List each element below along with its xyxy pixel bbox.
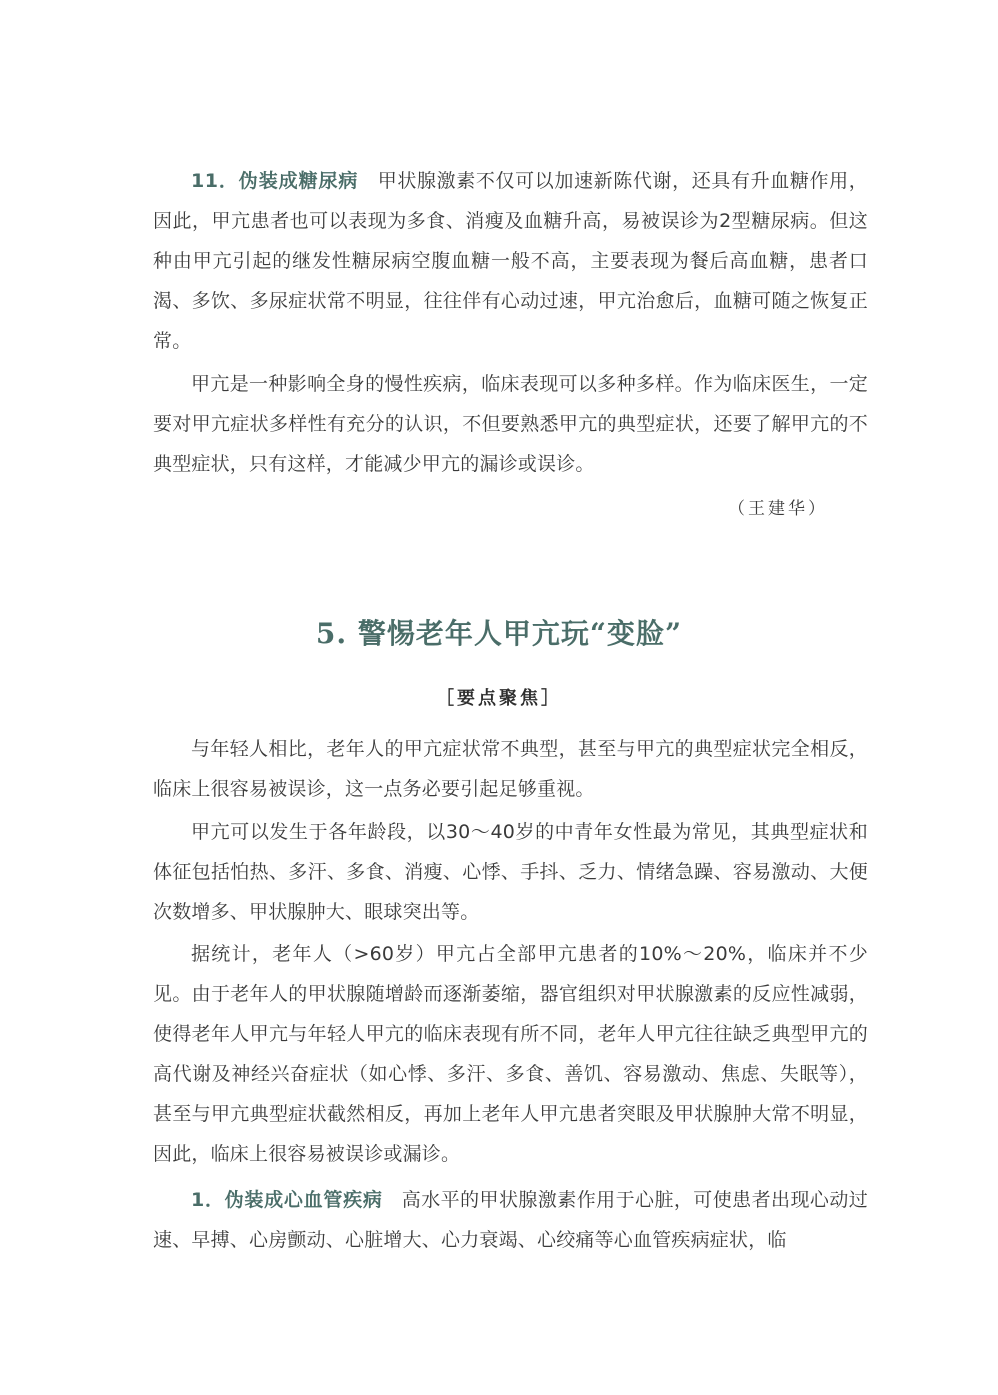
item-11-body: 甲状腺激素不仅可以加速新陈代谢，还具有升血糖作用，因此，甲亢患者也可以表现为多食、消瘦及血糖升高，易被误诊为2型糖尿病。但这种由甲亢引起的继发性糖尿病空腹血糖一般不高，主要表现为餐后高血糖，患者口渴、多饮、多尿症状常不明显，往往伴有心动过速，甲亢治愈后，血糖可随之恢复正常。	[153, 170, 868, 352]
key-points-paragraph: 与年轻人相比，老年人的甲亢症状常不典型，甚至与甲亢的典型症状完全相反，临床上很容易被误诊，这一点务必要引起足够重视。	[153, 738, 868, 800]
key-points-label: ［要点聚焦］	[436, 688, 562, 709]
conclusion-paragraph: 甲亢是一种影响全身的慢性疾病，临床表现可以多种多样。作为临床医生，一定要对甲亢症状多样性有充分的认识，不但要熟悉甲亢的典型症状，还要了解甲亢的不典型症状，只有这样，才能减少甲亢的漏诊或误诊。	[153, 373, 868, 475]
item-1-heading: 1．伪装成心血管疾病	[191, 1189, 383, 1211]
item-11-paragraph	[153, 161, 868, 361]
elderly-statistics-paragraph: 据统计，老年人（>60岁）甲亢占全部甲亢患者的10%～20%，临床并不少见。由于老年人的甲状腺随增龄而逐渐萎缩，器官组织对甲状腺激素的反应性减弱，使得老年人甲亢与年轻人甲亢的临床表现有所不同，老年人甲亢往往缺乏典型甲亢的高代谢及神经兴奋症状（如心悸、多汗、多食、善饥、容易激动、焦虑、失眠等），甚至与甲亢典型症状截然相反，再加上老年人甲亢患者突眼及甲状腺肿大常不明显，因此，临床上很容易被误诊或漏诊。	[153, 943, 868, 1165]
section-title: 5. 警惕老年人甲亢玩“变脸”	[315, 617, 683, 650]
author-signature: （王建华）	[728, 499, 828, 519]
item-1-body: 高水平的甲状腺激素作用于心脏，可使患者出现心动过速、早搏、心房颤动、心脏增大、心力衰竭、心绞痛等心血管疾病症状，临	[153, 1189, 868, 1251]
typical-symptoms-paragraph: 甲亢可以发生于各年龄段，以30～40岁的中青年女性最为常见，其典型症状和体征包括怕热、多汗、多食、消瘦、心悸、手抖、乏力、情绪急躁、容易激动、大便次数增多、甲状腺肿大、眼球突出等。	[153, 821, 868, 923]
item-1-paragraph	[153, 1180, 868, 1260]
item-11-heading: 11．伪装成糖尿病	[191, 170, 359, 192]
